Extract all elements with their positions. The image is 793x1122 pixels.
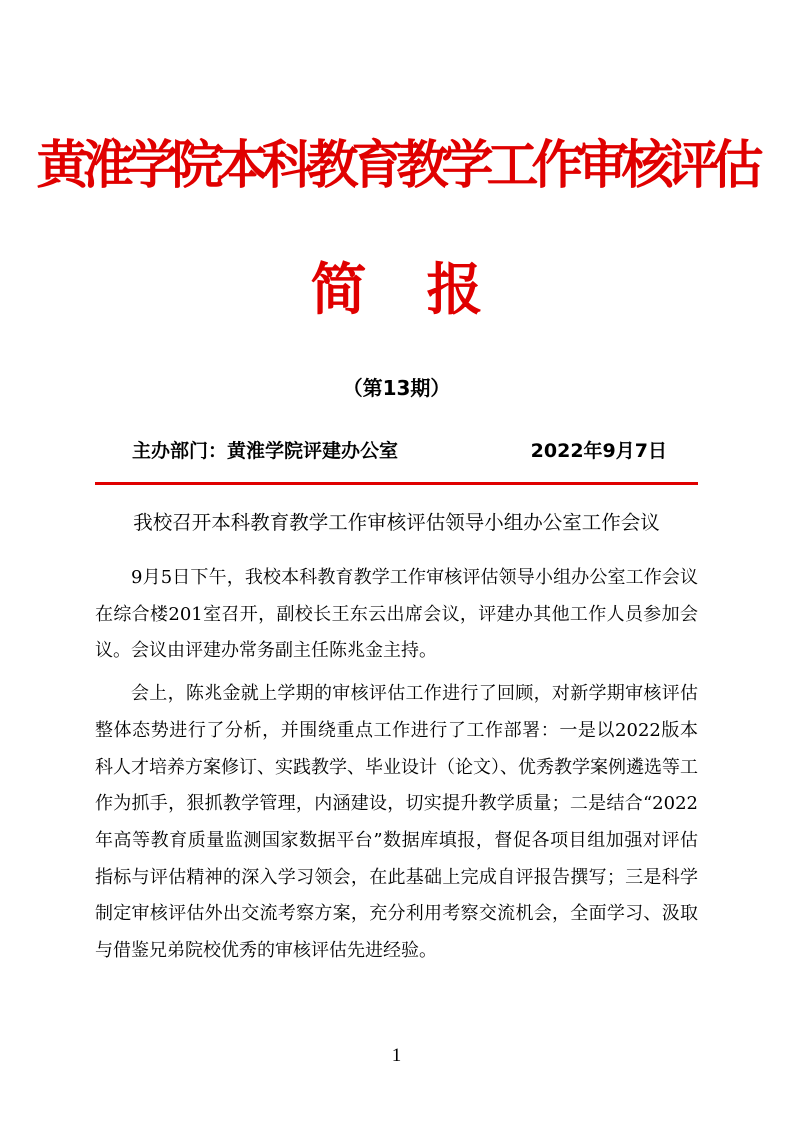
article-body [95,560,698,970]
issue-number: （第13期） [342,376,451,400]
page-number: 1 [391,1045,402,1066]
publish-date: 2022年9月7日 [530,440,667,462]
article-paragraph-2: 会上，陈兆金就上学期的审核评估工作进行了回顾，对新学期审核评估整体态势进行了分析，并围绕重点工作进行了工作部署：一是以2022版本科人才培养方案修订、实践教学、毕业设计（论文）、优秀教学案例遴选等工作为抓手，狠抓教学管理，内涵建设，切实提升教学质量；二是结合“2022年高等教育质量监测国家数据平台”数据库填报，督促各项目组加强对评估指标与评估精神的深入学习领会，在此基础上完成自评报告撰写；三是科学制定审核评估外出交流考察方案，充分利用考察交流机会，全面学习、汲取与借鉴兄弟院校优秀的审核评估先进经验。 [95,683,698,962]
bulletin-masthead-subtitle [0,250,793,330]
bulletin-masthead-title: 黄淮学院本科教育教学工作审核评估 [36,135,757,196]
subtitle-char-2: 报 [426,257,483,323]
article-paragraph-1: 9月5日下午，我校本科教育教学工作审核评估领导小组办公室工作会议在综合楼201室召开，副校长王东云出席会议，评建办其他工作人员参加会议。会议由评建办常务副主任陈兆金主持。 [95,567,698,662]
subtitle-char-1: 简 [310,257,367,323]
sponsor-department: 主办部门：黄淮学院评建办公室 [132,440,399,462]
article-title: 我校召开本科教育教学工作审核评估领导小组办公室工作会议 [133,511,660,534]
bulletin-meta-line [132,436,667,466]
red-divider-line [95,482,698,485]
